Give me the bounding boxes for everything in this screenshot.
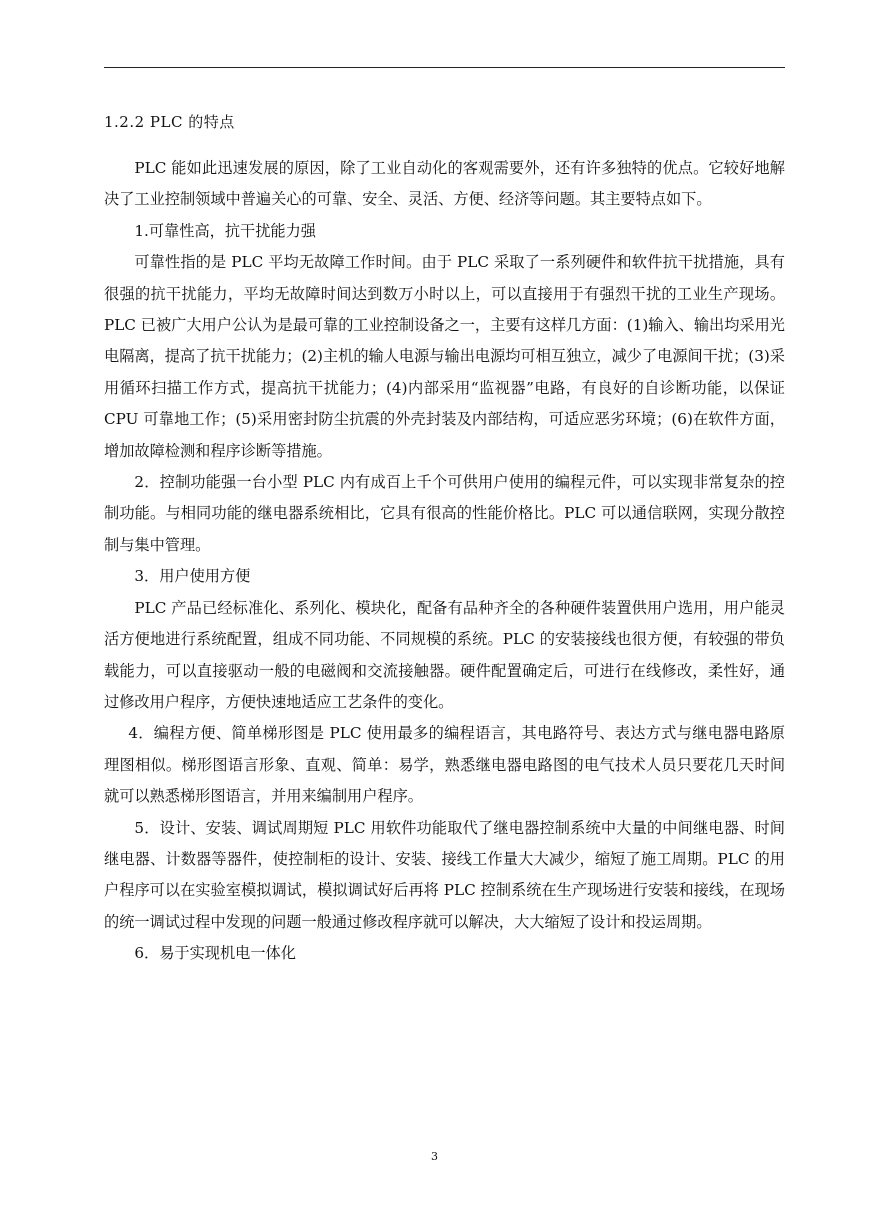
section-heading: 1.2.2 PLC 的特点 <box>104 113 235 131</box>
paragraph-control-function: 2．控制功能强一台小型 PLC 内有成百上千个可供用户使用的编程元件，可以实现非常复杂的控制功能。与相同功能的继电器系统相比，它具有很高的性能价格比。PLC 可以通信联网，实现分散控制与集中管理。 <box>104 473 785 554</box>
paragraph-programming: 4．编程方便、简单梯形图是 PLC 使用最多的编程语言，其电路符号、表达方式与继电器电路原理图相似。梯形图语言形象、直观、简单：易学，熟悉继电器电路图的电气技术人员只要花几天时间就可以熟悉梯形图语言，并用来编制用户程序。 <box>104 724 785 806</box>
paragraph-intro: PLC 能如此迅速发展的原因，除了工业自动化的客观需要外，还有许多独特的优点。它较好地解决了工业控制领域中普遍关心的可靠、安全、灵活、方便、经济等问题。其主要特点如下。 <box>104 159 785 209</box>
body-text <box>104 153 785 970</box>
subheading-mechatronics: 6．易于实现机电一体化 <box>134 944 296 963</box>
page-number: 3 <box>431 1150 438 1163</box>
subheading-ease-of-use: 3．用户使用方便 <box>134 567 251 586</box>
subheading-reliability: 1.可靠性高，抗干扰能力强 <box>134 221 316 240</box>
paragraph-reliability: 可靠性指的是 PLC 平均无故障工作时间。由于 PLC 采取了一系列硬件和软件抗干扰措施，具有很强的抗干扰能力，平均无故障时间达到数万小时以上，可以直接用于有强烈干扰的工业生产现场。PLC 已被广大用户公认为是最可靠的工业控制设备之一，主要有这样几方面：(1)输入、输出均采用光电隔离，提高了抗干扰能力；(2)主机的输人电源与输出电源均可相互独立，减少了电源间干扰；(3)采用循环扫描工作方式，提高抗干扰能力；(4)内部采用“监视器”电路，有良好的自诊断功能，以保证 CPU 可靠地工作；(5)采用密封防尘抗震的外壳封装及内部结构，可适应恶劣环境；(6)在软件方面，增加故障检测和程序诊断等措施。 <box>104 253 785 460</box>
paragraph-design-cycle: 5．设计、安装、调试周期短 PLC 用软件功能取代了继电器控制系统中大量的中间继电器、时间继电器、计数器等器件，使控制柜的设计、安装、接线工作量大大减少，缩短了施工周期。PLC 的用户程序可以在实验室模拟调试，模拟调试好后再将 PLC 控制系统在生产现场进行安装和接线，在现场的统一调试过程中发现的问题一般通过修改程序就可以解决，大大缩短了设计和投运周期。 <box>104 818 785 931</box>
header-rule <box>104 67 785 68</box>
paragraph-ease-of-use: PLC 产品已经标准化、系列化、模块化，配备有品种齐全的各种硬件装置供用户选用，用户能灵活方便地进行系统配置，组成不同功能、不同规模的系统。PLC 的安装接线也很方便，有较强的带负载能力，可以直接驱动一般的电磁阀和交流接触器。硬件配置确定后，可进行在线修改，柔性好，通过修改用户程序，方便快速地适应工艺条件的变化。 <box>104 598 785 711</box>
